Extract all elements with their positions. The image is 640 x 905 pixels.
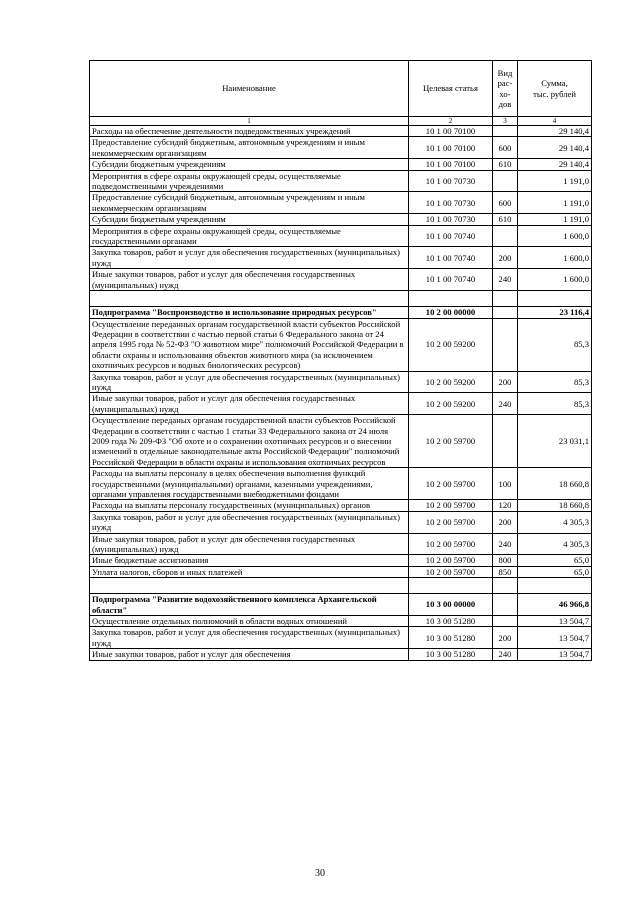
code-cell: 10 3 00 51280 — [409, 616, 493, 627]
name-cell: Уплата налогов, сборов и иных платежей — [90, 566, 409, 577]
empty-cell — [493, 578, 518, 594]
expense-type-cell — [493, 126, 518, 137]
table-row — [90, 225, 592, 247]
name-cell: Предоставление субсидий бюджетным, автономным учреждениям и иным некоммерческим организациям — [90, 192, 409, 214]
expense-type-cell: 610 — [493, 159, 518, 170]
sum-cell: 65,0 — [518, 555, 592, 566]
expense-type-cell — [493, 225, 518, 247]
sum-cell: 13 504,7 — [518, 627, 592, 649]
empty-cell — [518, 578, 592, 594]
expense-type-cell: 240 — [493, 533, 518, 555]
empty-cell — [409, 291, 493, 307]
code-cell: 10 2 00 59700 — [409, 511, 493, 533]
table-row — [90, 393, 592, 415]
spacer-row — [90, 578, 592, 594]
sum-cell: 1 600,0 — [518, 247, 592, 269]
sum-cell: 1 191,0 — [518, 214, 592, 225]
code-cell: 10 3 00 51280 — [409, 627, 493, 649]
table-row — [90, 371, 592, 393]
name-cell: Осуществление переданых органам государственной власти субъектов Российской Федерации в соответствии с частью 1 статьи 33 Федерального закона от 24 июля 2009 года № 209-ФЗ "Об охоте и о сохранении охотничьих ресурсов и о внесении изменений в отдельные законодательные акты Российской Федерации" полномочий Российской Федерации в области охраны и использования охотничьих ресурсов — [90, 415, 409, 468]
sum-cell: 23 031,1 — [518, 415, 592, 468]
code-cell: 10 2 00 59700 — [409, 555, 493, 566]
table-header-row — [90, 61, 592, 117]
table-row — [90, 214, 592, 225]
table-body — [90, 126, 592, 661]
code-cell: 10 1 00 70730 — [409, 192, 493, 214]
budget-table — [89, 60, 592, 661]
expense-type-cell — [493, 594, 518, 616]
code-cell: 10 1 00 70730 — [409, 214, 493, 225]
code-cell: 10 2 00 59700 — [409, 415, 493, 468]
name-cell: Предоставление субсидий бюджетным, автономным учреждениям и иным некоммерческим организациям — [90, 137, 409, 159]
expense-type-cell: 240 — [493, 269, 518, 291]
name-cell: Расходы на выплаты персоналу государственных (муниципальных) органов — [90, 500, 409, 511]
code-cell: 10 1 00 70740 — [409, 247, 493, 269]
expense-type-cell: 600 — [493, 137, 518, 159]
expense-type-cell — [493, 318, 518, 371]
sum-cell: 85,3 — [518, 371, 592, 393]
table-row — [90, 649, 592, 660]
column-number: 1 — [90, 117, 409, 126]
name-cell: Иные закупки товаров, работ и услуг для обеспечения — [90, 649, 409, 660]
table-row — [90, 533, 592, 555]
expense-type-cell — [493, 307, 518, 318]
code-cell: 10 1 00 70100 — [409, 126, 493, 137]
subprogram-row — [90, 307, 592, 318]
header-sum-line: тыс. рублей — [533, 88, 576, 99]
name-cell: Иные закупки товаров, работ и услуг для обеспечения государственных (муниципальных) нужд — [90, 269, 409, 291]
header-expense-type-line: хо- — [499, 88, 511, 99]
sum-cell: 18 660,8 — [518, 500, 592, 511]
code-cell: 10 2 00 59200 — [409, 393, 493, 415]
empty-cell — [409, 578, 493, 594]
name-cell: Осуществление отдельных полномочий в области водных отношений — [90, 616, 409, 627]
table-row — [90, 511, 592, 533]
empty-cell — [90, 291, 409, 307]
sum-cell: 65,0 — [518, 566, 592, 577]
empty-cell — [493, 291, 518, 307]
code-cell: 10 1 00 70740 — [409, 225, 493, 247]
expense-type-cell — [493, 415, 518, 468]
expense-type-cell — [493, 616, 518, 627]
expense-type-cell: 200 — [493, 371, 518, 393]
sum-cell: 13 504,7 — [518, 616, 592, 627]
name-cell: Закупка товаров, работ и услуг для обеспечения государственных (муниципальных) нужд — [90, 371, 409, 393]
sum-cell: 1 600,0 — [518, 225, 592, 247]
empty-cell — [518, 291, 592, 307]
name-cell: Подпрограмма "Воспроизводство и использование природных ресурсов" — [90, 307, 409, 318]
code-cell: 10 2 00 59700 — [409, 500, 493, 511]
table-row — [90, 159, 592, 170]
name-cell: Мероприятия в сфере охраны окружающей среды, осуществляемые подведомственными учреждениями — [90, 170, 409, 192]
table-row — [90, 627, 592, 649]
column-number: 4 — [518, 117, 592, 126]
table-row — [90, 137, 592, 159]
code-cell: 10 1 00 70740 — [409, 269, 493, 291]
column-number: 3 — [493, 117, 518, 126]
name-cell: Субсидии бюджетным учреждениям — [90, 214, 409, 225]
table-row — [90, 247, 592, 269]
expense-type-cell: 240 — [493, 393, 518, 415]
header-expense-type-line: дов — [498, 98, 512, 109]
name-cell: Осуществление переданных органам государственной власти субъектов Российской Федерации в соответствии с частью первой статьи 6 Федерального закона от 24 апреля 1995 года № 52-ФЗ "О животном мире" полномочий Российской Федерации в области охраны и использования объектов животного мира (за исключением охотничьих ресурсов и водных биологических ресурсов) — [90, 318, 409, 371]
header-expense-type — [493, 61, 518, 117]
name-cell: Субсидии бюджетным учреждениям — [90, 159, 409, 170]
code-cell: 10 2 00 59200 — [409, 318, 493, 371]
name-cell: Иные закупки товаров, работ и услуг для обеспечения государственных (муниципальных) нужд — [90, 393, 409, 415]
table-row — [90, 468, 592, 500]
name-cell: Расходы на выплаты персоналу в целях обеспечения выполнения функций государственными (муниципальными) органами, казенными учреждениями, органами управления государственными внебюджетными фондами — [90, 468, 409, 500]
sum-cell: 18 660,8 — [518, 468, 592, 500]
code-cell: 10 2 00 59700 — [409, 533, 493, 555]
sum-cell: 1 191,0 — [518, 170, 592, 192]
sum-cell: 85,3 — [518, 318, 592, 371]
name-cell: Закупка товаров, работ и услуг для обеспечения государственных (муниципальных) нужд — [90, 511, 409, 533]
table-row — [90, 566, 592, 577]
name-cell: Иные закупки товаров, работ и услуг для обеспечения государственных (муниципальных) нужд — [90, 533, 409, 555]
code-cell: 10 3 00 00000 — [409, 594, 493, 616]
table-row — [90, 126, 592, 137]
column-number: 2 — [409, 117, 493, 126]
expense-type-cell: 120 — [493, 500, 518, 511]
header-expense-type-line: Вид — [497, 67, 513, 78]
expense-type-cell: 800 — [493, 555, 518, 566]
header-name: Наименование — [90, 61, 409, 117]
expense-type-cell: 610 — [493, 214, 518, 225]
code-cell: 10 1 00 70730 — [409, 170, 493, 192]
table-row — [90, 500, 592, 511]
sum-cell: 4 305,3 — [518, 533, 592, 555]
code-cell: 10 3 00 51280 — [409, 649, 493, 660]
expense-type-cell: 200 — [493, 247, 518, 269]
name-cell: Подпрограмма "Развитие водохозяйственного комплекса Архангельской области" — [90, 594, 409, 616]
sum-cell: 4 305,3 — [518, 511, 592, 533]
name-cell: Закупка товаров, работ и услуг для обеспечения государственных (муниципальных) нужд — [90, 627, 409, 649]
column-number-row — [90, 117, 592, 126]
header-sum-line: Сумма, — [541, 78, 568, 89]
name-cell: Расходы на обеспечение деятельности подведомственных учреждений — [90, 126, 409, 137]
table-row — [90, 415, 592, 468]
name-cell: Иные бюджетные ассигнования — [90, 555, 409, 566]
spacer-row — [90, 291, 592, 307]
header-expense-type-line: рас- — [497, 78, 513, 89]
page-number: 30 — [315, 868, 325, 879]
sum-cell: 1 191,0 — [518, 192, 592, 214]
header-sum — [518, 61, 592, 117]
sum-cell: 23 116,4 — [518, 307, 592, 318]
name-cell: Мероприятия в сфере охраны окружающей среды, осуществляемые государственными органами — [90, 225, 409, 247]
table-row — [90, 269, 592, 291]
code-cell: 10 1 00 70100 — [409, 159, 493, 170]
table-row — [90, 170, 592, 192]
expense-type-cell: 850 — [493, 566, 518, 577]
sum-cell: 29 140,4 — [518, 126, 592, 137]
subprogram-row — [90, 594, 592, 616]
sum-cell: 46 966,8 — [518, 594, 592, 616]
code-cell: 10 2 00 00000 — [409, 307, 493, 318]
expense-type-cell: 200 — [493, 627, 518, 649]
empty-cell — [90, 578, 409, 594]
expense-type-cell: 200 — [493, 511, 518, 533]
sum-cell: 29 140,4 — [518, 159, 592, 170]
table-row — [90, 192, 592, 214]
expense-type-cell — [493, 170, 518, 192]
code-cell: 10 2 00 59700 — [409, 566, 493, 577]
table-row — [90, 616, 592, 627]
code-cell: 10 1 00 70100 — [409, 137, 493, 159]
code-cell: 10 2 00 59200 — [409, 371, 493, 393]
name-cell: Закупка товаров, работ и услуг для обеспечения государственных (муниципальных) нужд — [90, 247, 409, 269]
sum-cell: 13 504,7 — [518, 649, 592, 660]
expense-type-cell: 240 — [493, 649, 518, 660]
sum-cell: 85,3 — [518, 393, 592, 415]
table-row — [90, 555, 592, 566]
table-row — [90, 318, 592, 371]
code-cell: 10 2 00 59700 — [409, 468, 493, 500]
expense-type-cell: 600 — [493, 192, 518, 214]
sum-cell: 29 140,4 — [518, 137, 592, 159]
expense-type-cell: 100 — [493, 468, 518, 500]
header-target-article: Целевая статья — [409, 61, 493, 117]
sum-cell: 1 600,0 — [518, 269, 592, 291]
